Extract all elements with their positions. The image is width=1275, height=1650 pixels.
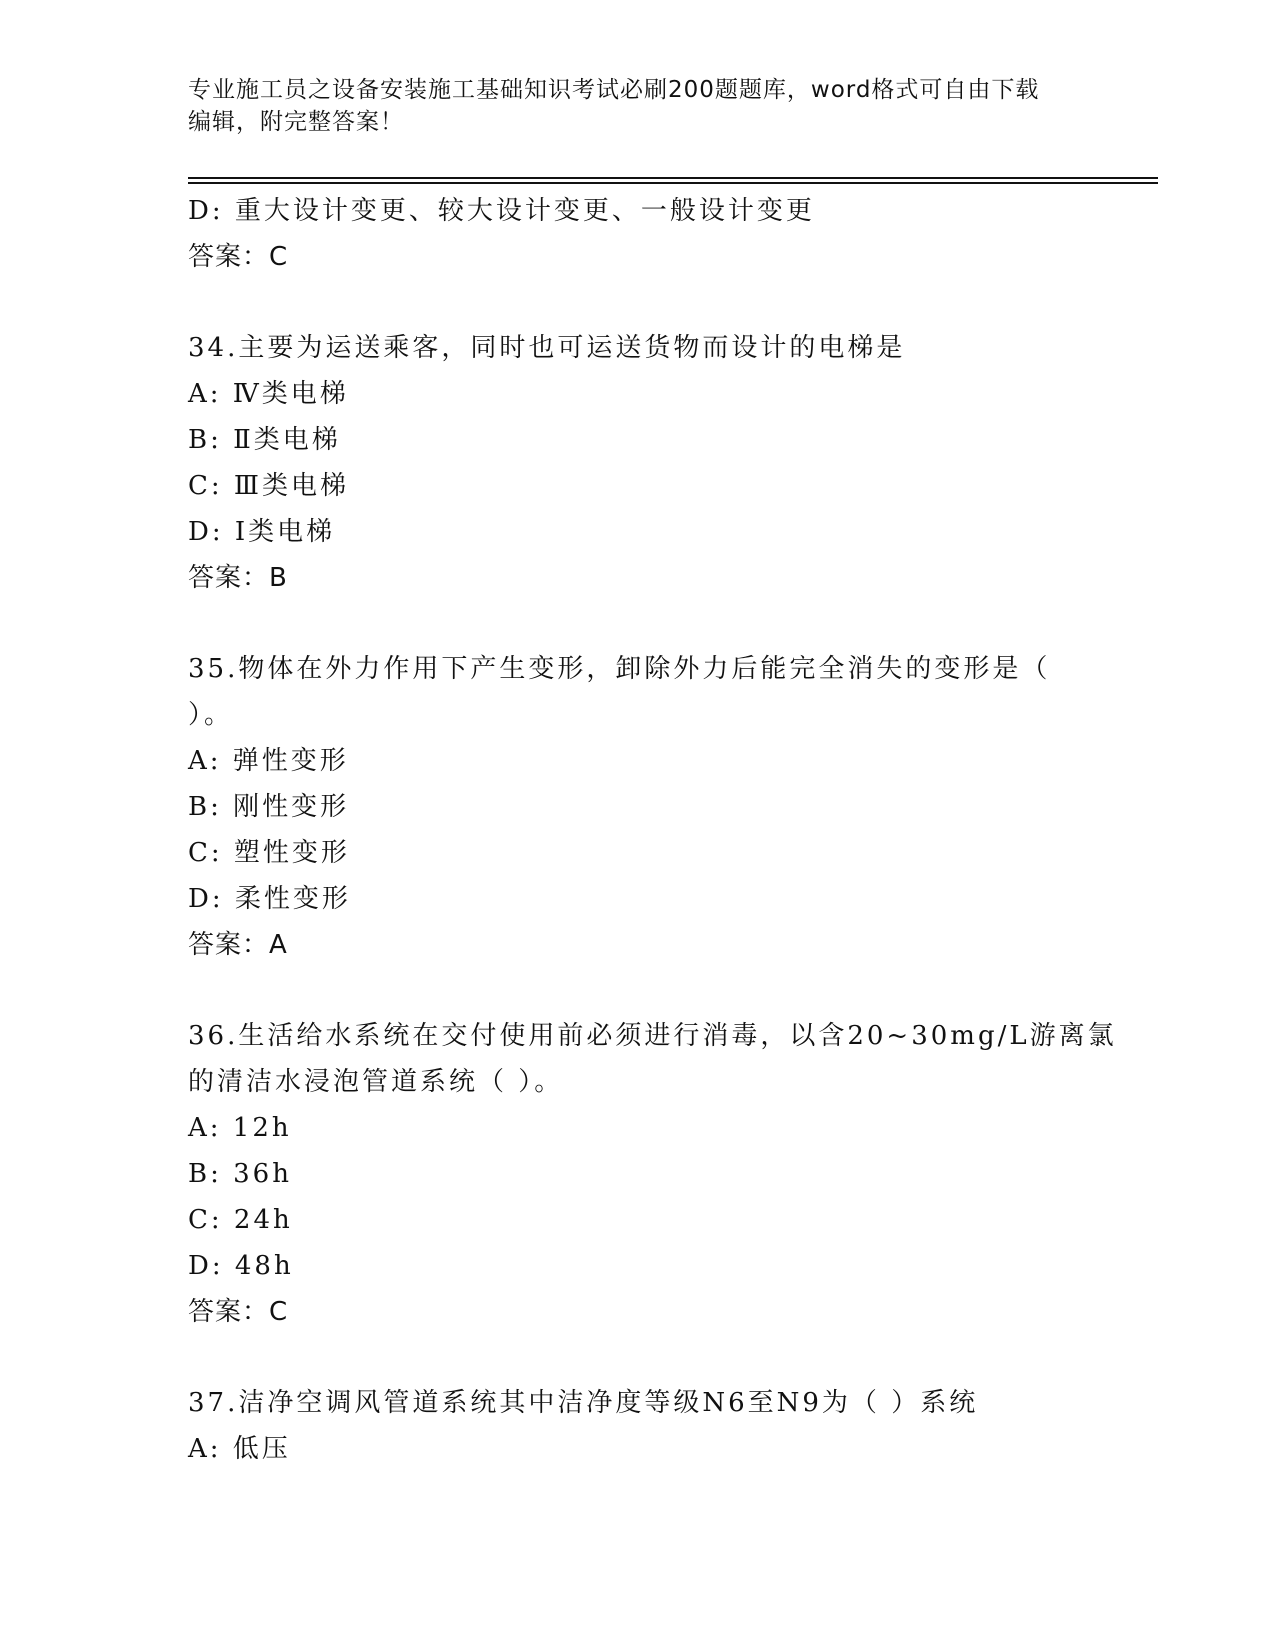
- option-a: A: 低压: [188, 1434, 291, 1464]
- answer-line: 答案：A: [188, 930, 288, 960]
- option-a: A: 12h: [188, 1113, 292, 1143]
- question-stem: 34.主要为运送乘客，同时也可运送货物而设计的电梯是: [188, 333, 906, 363]
- option-b: B: 36h: [188, 1159, 292, 1189]
- question-block-37: [188, 1380, 1088, 1472]
- question-stem-line-1: 36.生活给水系统在交付使用前必须进行消毒，以含20~30mg/L游离氯: [188, 1021, 1117, 1051]
- option-b: B: Ⅱ类电梯: [188, 425, 341, 455]
- question-stem-line-1: 35.物体在外力作用下产生变形，卸除外力后能完全消失的变形是（: [188, 654, 1051, 684]
- document-header: [188, 74, 1088, 138]
- question-block-34: [188, 325, 1088, 601]
- option-b: B: 刚性变形: [188, 792, 350, 822]
- question-block-35: [188, 646, 1088, 968]
- option-d: D: 重大设计变更、较大设计变更、一般设计变更: [188, 196, 815, 226]
- option-d: D: 柔性变形: [188, 884, 351, 914]
- option-c: C: Ⅲ类电梯: [188, 471, 349, 501]
- header-divider-bottom: [188, 182, 1158, 184]
- question-stem: 37.洁净空调风管道系统其中洁净度等级N6至N9为（ ）系统: [188, 1388, 979, 1418]
- header-divider-top: [188, 177, 1158, 179]
- answer-line: 答案：C: [188, 242, 289, 272]
- question-list: [188, 188, 1117, 1472]
- answer-line: 答案：C: [188, 1297, 289, 1327]
- answer-line: 答案：B: [188, 563, 288, 593]
- option-d: D: Ⅰ类电梯: [188, 517, 336, 547]
- question-block-33-continued: [188, 188, 1088, 280]
- question-block-36: [188, 1013, 1117, 1335]
- header-title-line-1: 专业施工员之设备安装施工基础知识考试必刷200题题库，word格式可自由下载: [188, 77, 1040, 103]
- option-a: A: 弹性变形: [188, 746, 349, 776]
- option-c: C: 24h: [188, 1205, 293, 1235]
- option-c: C: 塑性变形: [188, 838, 350, 868]
- question-stem-line-2: 的清洁水浸泡管道系统（ ）。: [188, 1067, 564, 1097]
- option-a: A: Ⅳ类电梯: [188, 379, 349, 409]
- option-d: D: 48h: [188, 1251, 294, 1281]
- question-stem-line-2: ）。: [188, 700, 234, 730]
- header-title-line-2: 编辑，附完整答案！: [188, 109, 404, 135]
